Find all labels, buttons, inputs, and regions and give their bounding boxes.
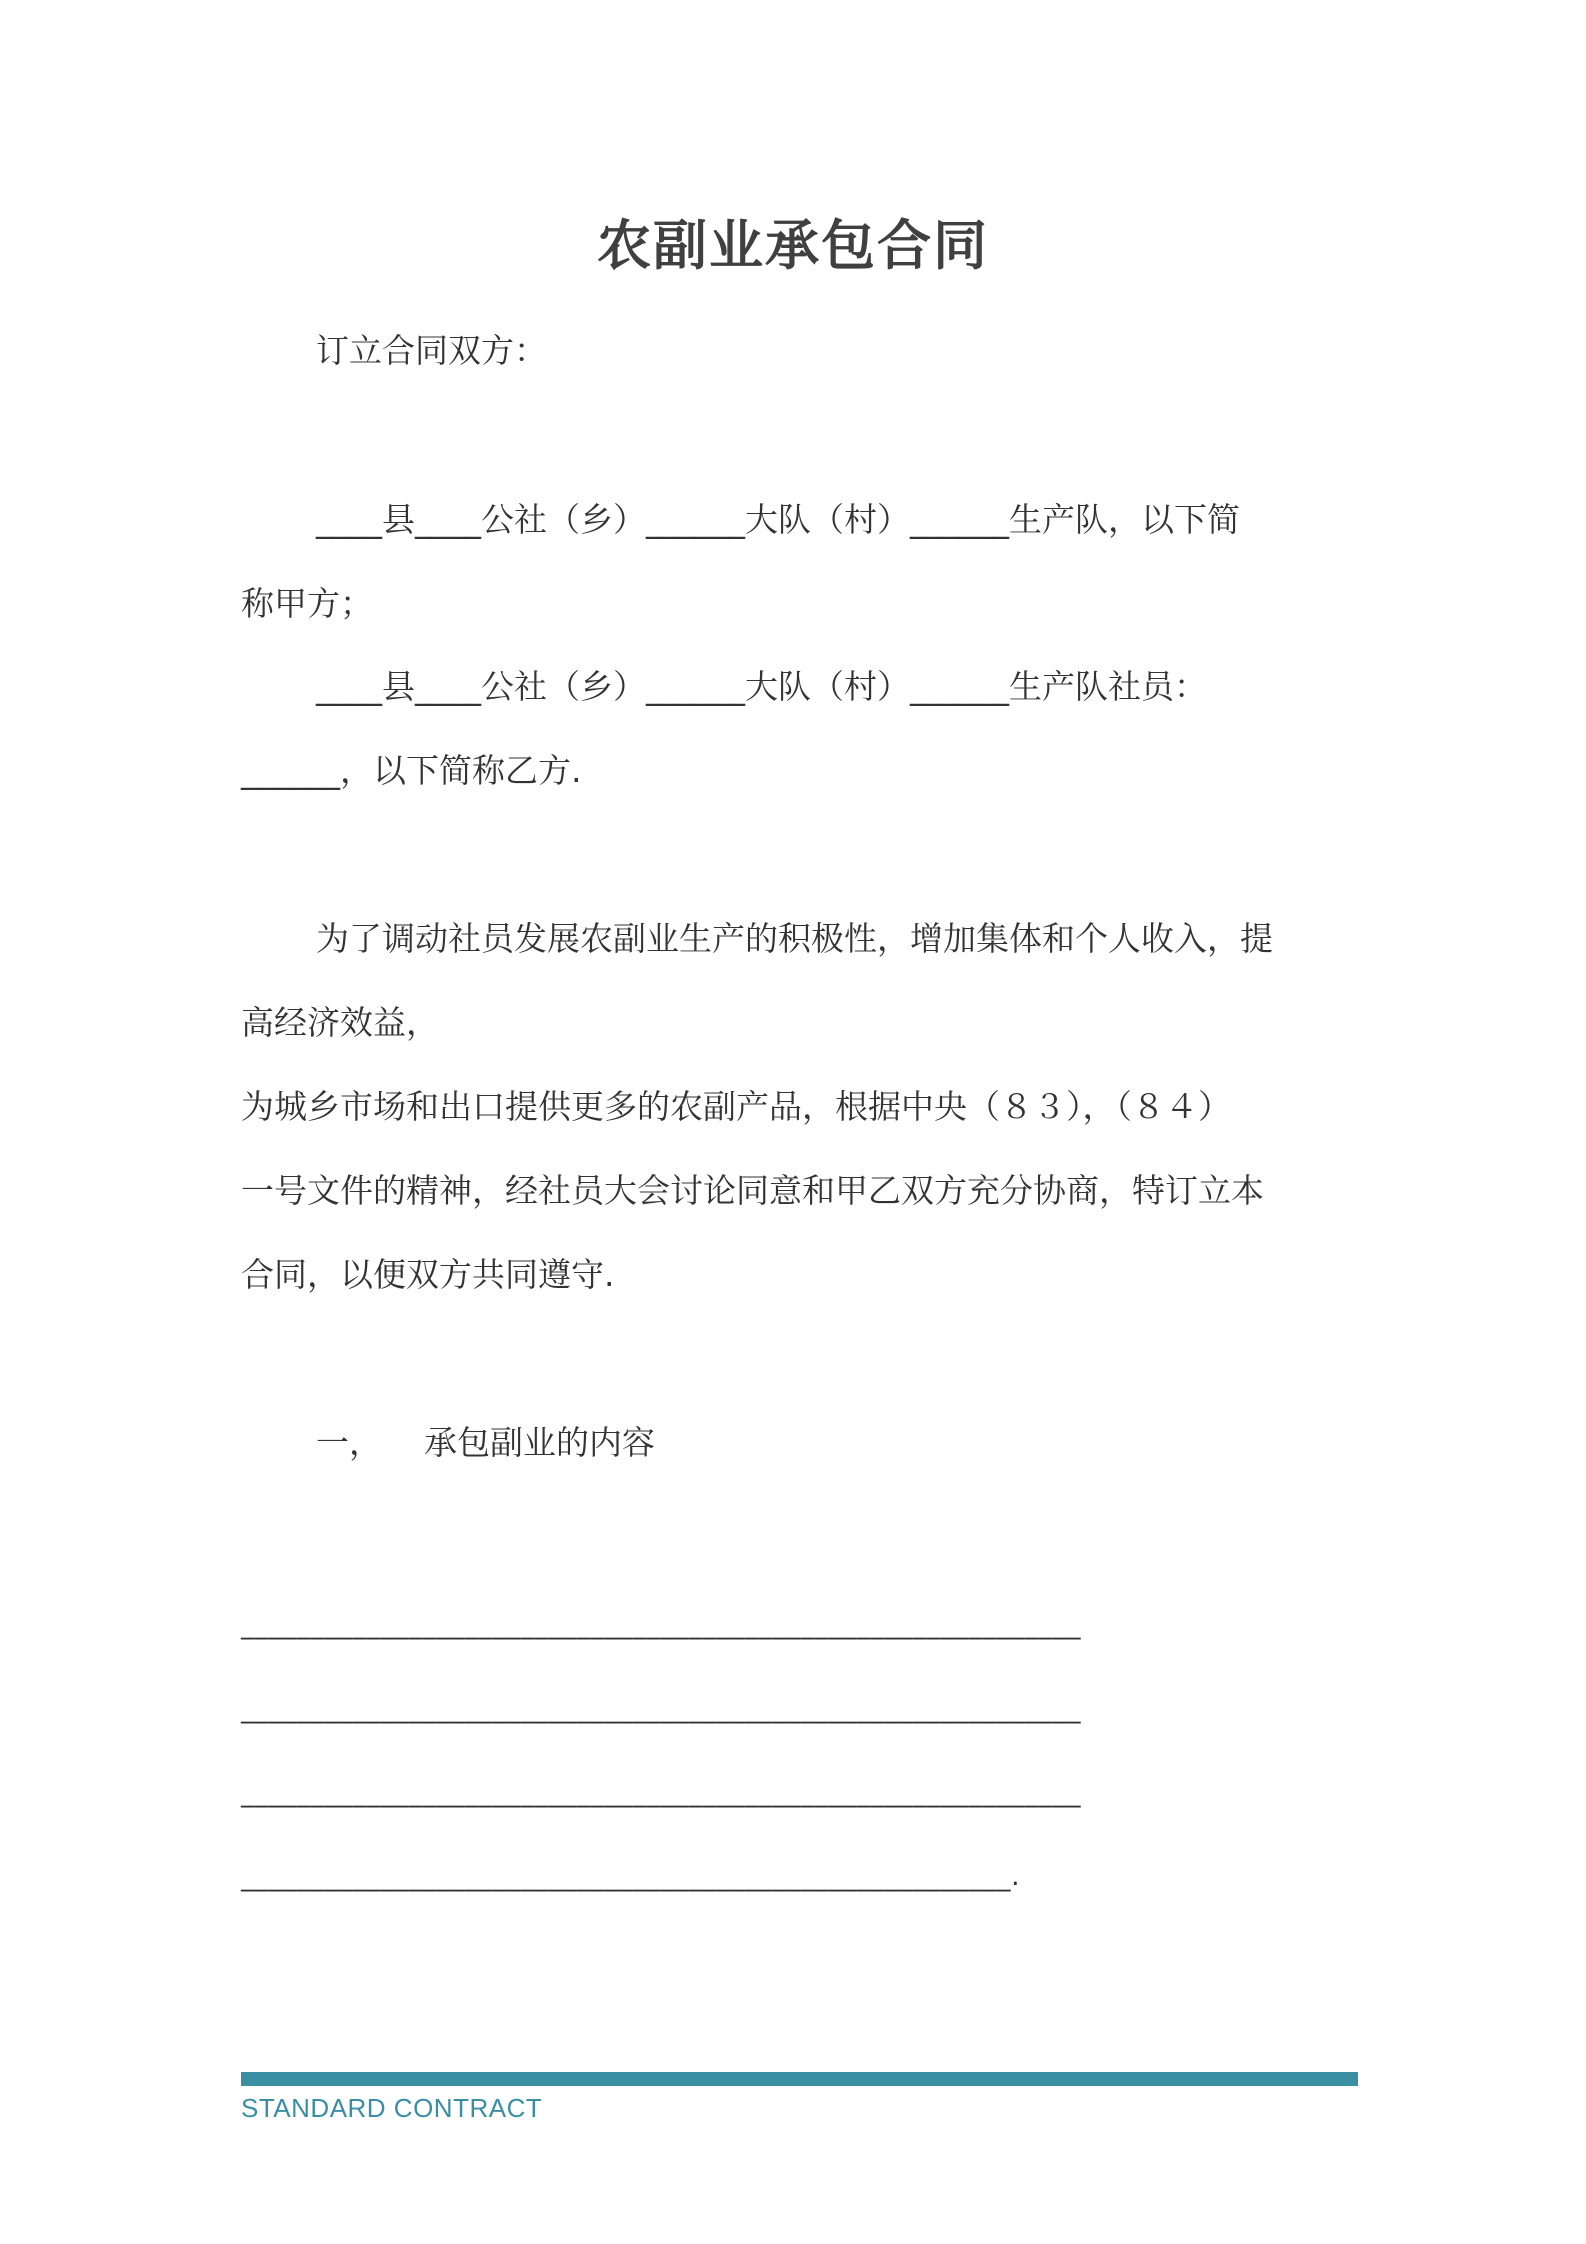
- section-1-number: 一，: [316, 1423, 382, 1462]
- party-a-line-2: 称甲方；: [241, 584, 373, 623]
- purpose-line-1: 为了调动社员发展农副业生产的积极性，增加集体和个人收入，提: [316, 919, 1273, 958]
- blank-line-3: ____________________________________________________________: [241, 1777, 1081, 1808]
- purpose-line-5: 合同，以便双方共同遵守.: [241, 1255, 615, 1294]
- footer-divider: [241, 2072, 1358, 2086]
- party-a-line-1: ____县____公社（乡）______大队（村）______生产队，以下简: [316, 500, 1240, 539]
- blank-line-2: ____________________________________________________________: [241, 1693, 1081, 1724]
- footer-label: STANDARD CONTRACT: [241, 2093, 543, 2123]
- purpose-line-3: 为城乡市场和出口提供更多的农副产品，根据中央（８３），（８４）: [241, 1087, 1231, 1126]
- party-b-line-1: ____县____公社（乡）______大队（村）______生产队社员：: [316, 667, 1207, 706]
- blank-line-1: ____________________________________________________________: [241, 1609, 1081, 1640]
- parties-heading: 订立合同双方：: [316, 331, 547, 370]
- section-1-title: 承包副业的内容: [424, 1423, 655, 1462]
- purpose-line-4: 一号文件的精神，经社员大会讨论同意和甲乙双方充分协商，特订立本: [241, 1171, 1264, 1210]
- blank-line-4: _______________________________________________________.: [241, 1861, 1021, 1892]
- document-title: 农副业承包合同: [597, 214, 989, 277]
- purpose-line-2: 高经济效益，: [241, 1003, 439, 1042]
- party-b-line-2: ______，以下简称乙方.: [241, 751, 582, 790]
